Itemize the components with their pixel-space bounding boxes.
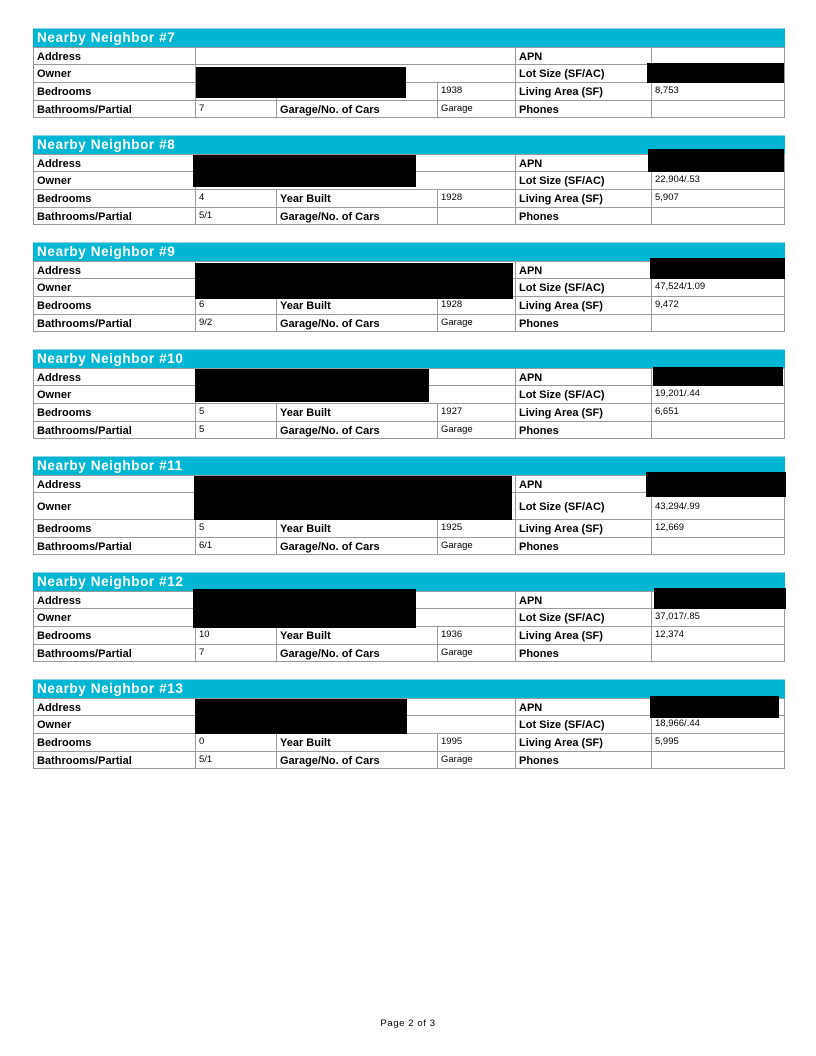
redaction-box <box>195 369 429 402</box>
neighbor-block <box>33 349 785 439</box>
living-area-value: 5,995 <box>652 734 785 752</box>
bedrooms-value: 4 <box>196 190 277 208</box>
garage-value: Garage <box>438 752 516 769</box>
year-built-value: 1927 <box>438 404 516 422</box>
property-table <box>33 47 785 118</box>
bedrooms-value: 0 <box>196 734 277 752</box>
garage-label: Garage/No. of Cars <box>277 101 438 118</box>
property-table <box>33 368 785 439</box>
living-area-label: Living Area (SF) <box>516 404 652 422</box>
apn-label: APN <box>516 476 652 493</box>
lot-size-value: 47,524/1.09 <box>652 279 785 297</box>
address-label: Address <box>34 48 196 65</box>
year-built-label: Year Built <box>277 190 438 208</box>
living-area-value: 8,753 <box>652 83 785 101</box>
owner-label: Owner <box>34 609 196 627</box>
lot-size-value: 18,966/.44 <box>652 716 785 734</box>
lot-size-value: 19,201/.44 <box>652 386 785 404</box>
owner-label: Owner <box>34 279 196 297</box>
year-built-label: Year Built <box>277 734 438 752</box>
bathrooms-label: Bathrooms/Partial <box>34 752 196 769</box>
redaction-box <box>647 63 784 83</box>
section-header: Nearby Neighbor #10 <box>33 349 785 368</box>
year-built-value: 1928 <box>438 297 516 315</box>
owner-label: Owner <box>34 386 196 404</box>
section-header: Nearby Neighbor #7 <box>33 28 785 47</box>
living-area-value: 6,651 <box>652 404 785 422</box>
bathrooms-value: 5 <box>196 422 277 439</box>
year-built-value: 1925 <box>438 520 516 538</box>
phones-value <box>652 422 785 439</box>
redaction-box <box>650 258 785 279</box>
apn-label: APN <box>516 592 652 609</box>
redaction-box <box>195 263 513 299</box>
living-area-value: 12,374 <box>652 627 785 645</box>
owner-label: Owner <box>34 716 196 734</box>
address-label: Address <box>34 476 196 493</box>
bathrooms-label: Bathrooms/Partial <box>34 422 196 439</box>
phones-label: Phones <box>516 422 652 439</box>
bathrooms-label: Bathrooms/Partial <box>34 645 196 662</box>
bathrooms-label: Bathrooms/Partial <box>34 208 196 225</box>
apn-label: APN <box>516 155 652 172</box>
property-table <box>33 475 785 555</box>
year-built-label: Year Built <box>277 404 438 422</box>
living-area-label: Living Area (SF) <box>516 190 652 208</box>
apn-label: APN <box>516 48 652 65</box>
bedrooms-value: 5 <box>196 404 277 422</box>
bathrooms-value: 6/1 <box>196 538 277 555</box>
bedrooms-label: Bedrooms <box>34 190 196 208</box>
year-built-value: 1936 <box>438 627 516 645</box>
phones-value <box>652 208 785 225</box>
bedrooms-value: 5 <box>196 520 277 538</box>
section-header: Nearby Neighbor #12 <box>33 572 785 591</box>
address-label: Address <box>34 262 196 279</box>
address-label: Address <box>34 699 196 716</box>
section-header: Nearby Neighbor #9 <box>33 242 785 261</box>
owner-label: Owner <box>34 493 196 520</box>
phones-label: Phones <box>516 315 652 332</box>
phones-value <box>652 101 785 118</box>
phones-label: Phones <box>516 752 652 769</box>
section-header: Nearby Neighbor #8 <box>33 135 785 154</box>
garage-label: Garage/No. of Cars <box>277 208 438 225</box>
bedrooms-label: Bedrooms <box>34 404 196 422</box>
neighbor-block <box>33 456 785 555</box>
section-header: Nearby Neighbor #13 <box>33 679 785 698</box>
bathrooms-label: Bathrooms/Partial <box>34 315 196 332</box>
lot-size-label: Lot Size (SF/AC) <box>516 493 652 520</box>
property-table <box>33 591 785 662</box>
bathrooms-label: Bathrooms/Partial <box>34 101 196 118</box>
garage-label: Garage/No. of Cars <box>277 315 438 332</box>
bathrooms-value: 9/2 <box>196 315 277 332</box>
bedrooms-label: Bedrooms <box>34 297 196 315</box>
section-header: Nearby Neighbor #11 <box>33 456 785 475</box>
neighbor-block <box>33 28 785 118</box>
garage-label: Garage/No. of Cars <box>277 645 438 662</box>
garage-value: Garage <box>438 422 516 439</box>
phones-label: Phones <box>516 101 652 118</box>
year-built-value: 1995 <box>438 734 516 752</box>
garage-value: Garage <box>438 101 516 118</box>
lot-size-label: Lot Size (SF/AC) <box>516 609 652 627</box>
redaction-box <box>646 472 786 497</box>
address-value <box>196 48 516 65</box>
neighbor-block <box>33 679 785 769</box>
address-label: Address <box>34 155 196 172</box>
garage-value: Garage <box>438 538 516 555</box>
address-label: Address <box>34 592 196 609</box>
garage-label: Garage/No. of Cars <box>277 538 438 555</box>
redaction-box <box>650 696 779 718</box>
lot-size-label: Lot Size (SF/AC) <box>516 172 652 190</box>
bedrooms-value: 10 <box>196 627 277 645</box>
address-label: Address <box>34 369 196 386</box>
living-area-label: Living Area (SF) <box>516 297 652 315</box>
apn-label: APN <box>516 699 652 716</box>
redaction-box <box>194 476 512 520</box>
bedrooms-label: Bedrooms <box>34 83 196 101</box>
lot-size-value: 22,904/.53 <box>652 172 785 190</box>
lot-size-value: 43,294/.99 <box>652 493 785 520</box>
bedrooms-label: Bedrooms <box>34 627 196 645</box>
garage-value <box>438 208 516 225</box>
redaction-box <box>193 155 416 187</box>
apn-label: APN <box>516 369 652 386</box>
bedrooms-value: 6 <box>196 297 277 315</box>
phones-value <box>652 538 785 555</box>
year-built-label: Year Built <box>277 520 438 538</box>
phones-value <box>652 315 785 332</box>
bathrooms-value: 5/1 <box>196 752 277 769</box>
lot-size-label: Lot Size (SF/AC) <box>516 65 652 83</box>
phones-label: Phones <box>516 538 652 555</box>
garage-label: Garage/No. of Cars <box>277 422 438 439</box>
bathrooms-value: 5/1 <box>196 208 277 225</box>
bathrooms-label: Bathrooms/Partial <box>34 538 196 555</box>
owner-label: Owner <box>34 65 196 83</box>
neighbor-block <box>33 135 785 225</box>
bedrooms-label: Bedrooms <box>34 520 196 538</box>
owner-label: Owner <box>34 172 196 190</box>
bathrooms-value: 7 <box>196 101 277 118</box>
year-built-value: 1928 <box>438 190 516 208</box>
living-area-label: Living Area (SF) <box>516 520 652 538</box>
lot-size-label: Lot Size (SF/AC) <box>516 386 652 404</box>
property-table <box>33 698 785 769</box>
redaction-box <box>193 589 416 628</box>
bedrooms-label: Bedrooms <box>34 734 196 752</box>
lot-size-label: Lot Size (SF/AC) <box>516 279 652 297</box>
apn-label: APN <box>516 262 652 279</box>
property-table <box>33 154 785 225</box>
redaction-box <box>196 67 406 98</box>
year-built-label: Year Built <box>277 627 438 645</box>
living-area-label: Living Area (SF) <box>516 734 652 752</box>
bathrooms-value: 7 <box>196 645 277 662</box>
neighbor-block <box>33 242 785 332</box>
lot-size-value: 37,017/.85 <box>652 609 785 627</box>
redaction-box <box>195 699 407 734</box>
living-area-value: 12,669 <box>652 520 785 538</box>
property-table <box>33 261 785 332</box>
phones-value <box>652 752 785 769</box>
living-area-value: 9,472 <box>652 297 785 315</box>
year-built-value: 1938 <box>438 83 516 101</box>
page-number: Page 2 of 3 <box>380 1018 436 1029</box>
garage-value: Garage <box>438 645 516 662</box>
phones-label: Phones <box>516 645 652 662</box>
redaction-box <box>654 588 786 609</box>
year-built-label: Year Built <box>277 297 438 315</box>
neighbor-block <box>33 572 785 662</box>
living-area-value: 5,907 <box>652 190 785 208</box>
phones-label: Phones <box>516 208 652 225</box>
living-area-label: Living Area (SF) <box>516 627 652 645</box>
garage-value: Garage <box>438 315 516 332</box>
lot-size-label: Lot Size (SF/AC) <box>516 716 652 734</box>
redaction-box <box>648 149 784 172</box>
garage-label: Garage/No. of Cars <box>277 752 438 769</box>
living-area-label: Living Area (SF) <box>516 83 652 101</box>
redaction-box <box>653 367 783 386</box>
phones-value <box>652 645 785 662</box>
